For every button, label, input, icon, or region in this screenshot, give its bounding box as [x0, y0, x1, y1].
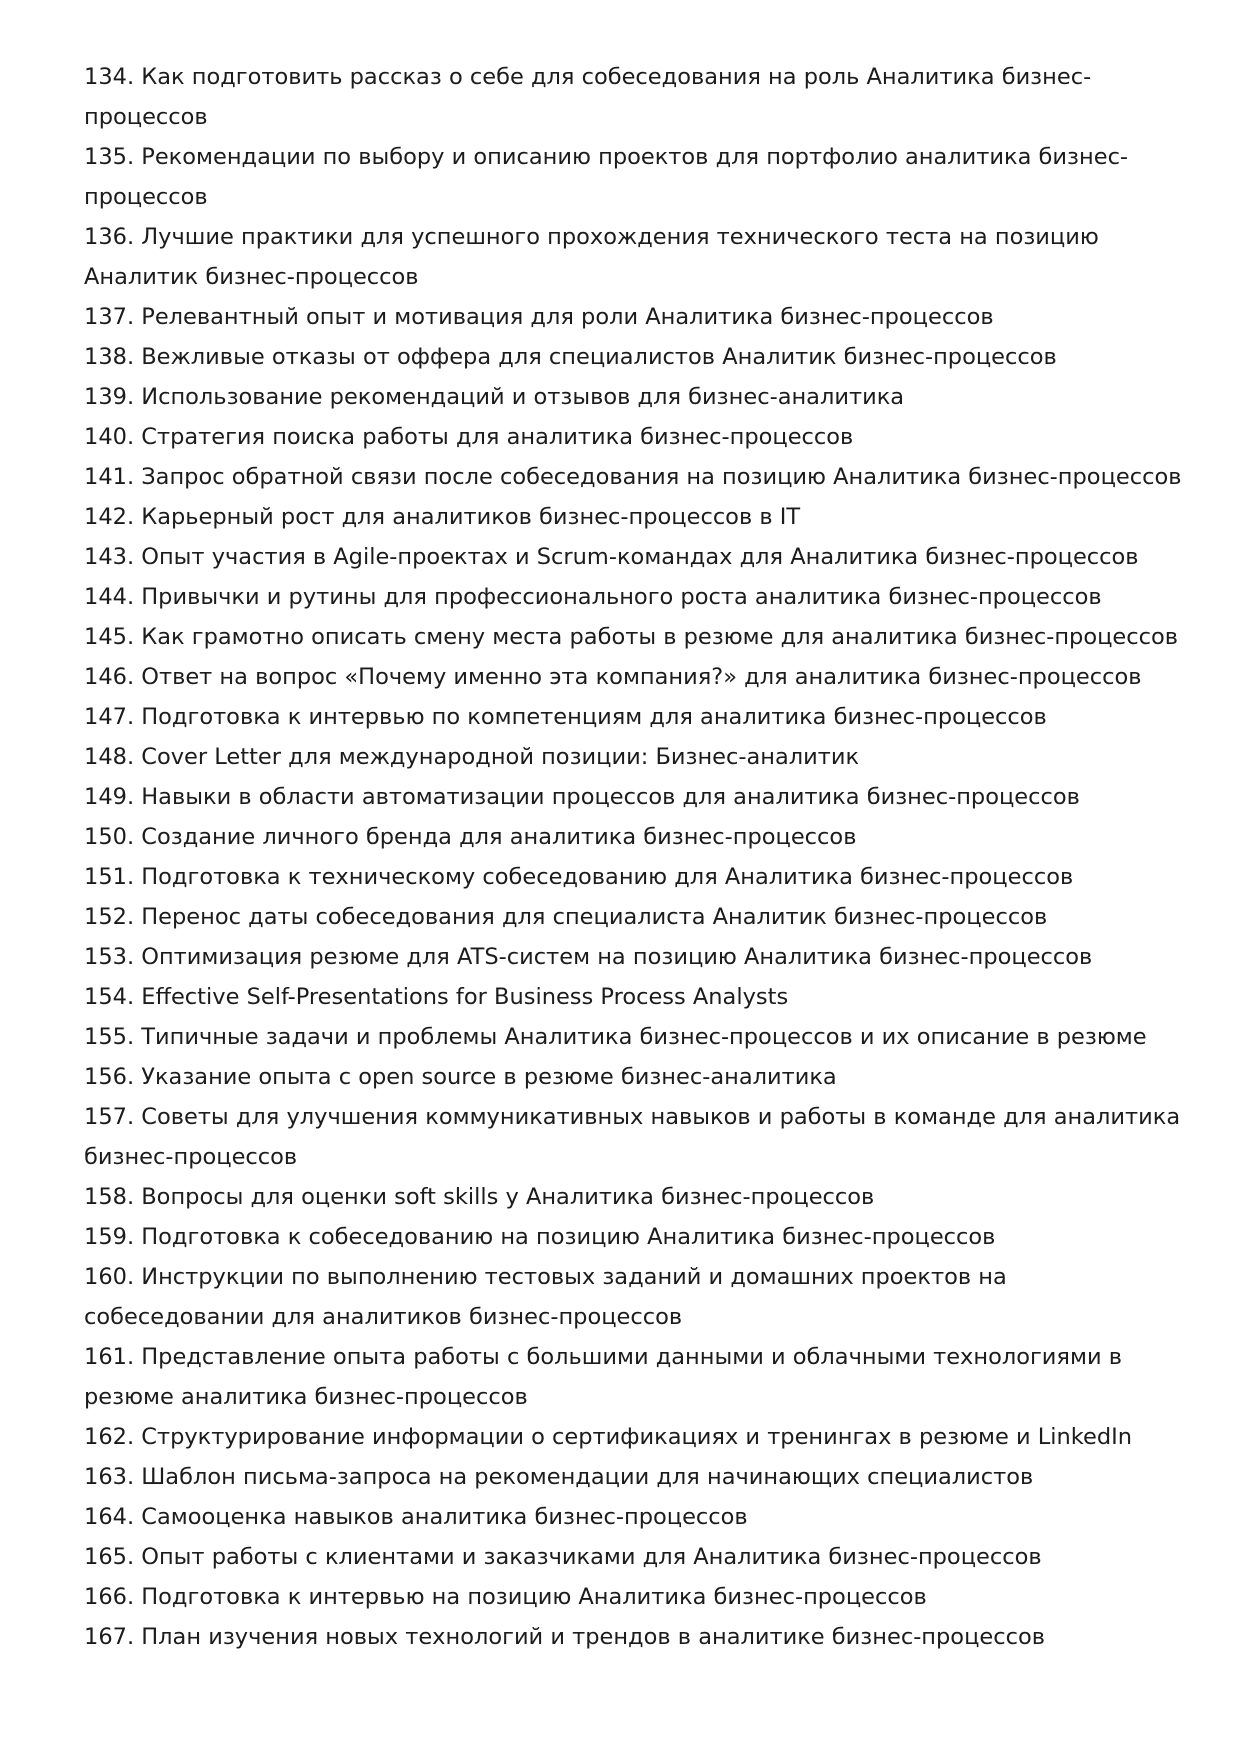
list-item: 153. Оптимизация резюме для ATS-систем на позицию Аналитика бизнес-процессов	[84, 944, 1093, 970]
list-item: 163. Шаблон письма-запроса на рекомендации для начинающих специалистов	[84, 1464, 1034, 1490]
list-item: 146. Ответ на вопрос «Почему именно эта компания?» для аналитика бизнес-процессов	[84, 664, 1142, 690]
list-item: 134. Как подготовить рассказ о себе для собеседования на роль Аналитика бизнес-процессов	[84, 64, 1092, 130]
list-item: 136. Лучшие практики для успешного прохождения технического теста на позицию Аналитик бизнес-процессов	[84, 224, 1099, 290]
list-item: 161. Представление опыта работы с большими данными и облачными технологиями в резюме аналитика бизнес-процессов	[84, 1344, 1122, 1410]
list-item: 157. Советы для улучшения коммуникативных навыков и работы в команде для аналитика бизнес-процессов	[84, 1104, 1181, 1170]
list-item: 156. Указание опыта с open source в резюме бизнес-аналитика	[84, 1064, 837, 1090]
list-item: 143. Опыт участия в Agile-проектах и Scrum-командах для Аналитика бизнес-процессов	[84, 544, 1139, 570]
list-item: 158. Вопросы для оценки soft skills у Аналитика бизнес-процессов	[84, 1184, 875, 1210]
list-item: 137. Релевантный опыт и мотивация для роли Аналитика бизнес-процессов	[84, 304, 994, 330]
list-item: 138. Вежливые отказы от оффера для специалистов Аналитик бизнес-процессов	[84, 344, 1057, 370]
list-item: 145. Как грамотно описать смену места работы в резюме для аналитика бизнес-процессов	[84, 624, 1179, 650]
list-item: 148. Cover Letter для международной позиции: Бизнес-аналитик	[84, 744, 860, 770]
document-page	[84, 57, 1184, 1657]
list-item: 150. Создание личного бренда для аналитика бизнес-процессов	[84, 824, 857, 850]
list-item: 167. План изучения новых технологий и трендов в аналитике бизнес-процессов	[84, 1624, 1045, 1650]
list-item: 140. Стратегия поиска работы для аналитика бизнес-процессов	[84, 424, 854, 450]
list-item: 159. Подготовка к собеседованию на позицию Аналитика бизнес-процессов	[84, 1224, 996, 1250]
list-item: 154. Effective Self-Presentations for Business Process Analysts	[84, 984, 789, 1010]
list-item: 139. Использование рекомендаций и отзывов для бизнес-аналитика	[84, 384, 905, 410]
list-item: 164. Самооценка навыков аналитика бизнес-процессов	[84, 1504, 748, 1530]
list-item: 160. Инструкции по выполнению тестовых заданий и домашних проектов на собеседовании для аналитиков бизнес-процессов	[84, 1264, 1007, 1330]
list-item: 141. Запрос обратной связи после собеседования на позицию Аналитика бизнес-процессов	[84, 464, 1182, 490]
list-item: 142. Карьерный рост для аналитиков бизнес-процессов в IT	[84, 504, 801, 530]
list-item: 149. Навыки в области автоматизации процессов для аналитика бизнес-процессов	[84, 784, 1080, 810]
list-item: 155. Типичные задачи и проблемы Аналитика бизнес-процессов и их описание в резюме	[84, 1024, 1147, 1050]
list-item: 165. Опыт работы с клиентами и заказчиками для Аналитика бизнес-процессов	[84, 1544, 1042, 1570]
list-item: 152. Перенос даты собеседования для специалиста Аналитик бизнес-процессов	[84, 904, 1048, 930]
list-item: 147. Подготовка к интервью по компетенциям для аналитика бизнес-процессов	[84, 704, 1047, 730]
list-item: 166. Подготовка к интервью на позицию Аналитика бизнес-процессов	[84, 1584, 927, 1610]
list-item: 151. Подготовка к техническому собеседованию для Аналитика бизнес-процессов	[84, 864, 1074, 890]
list-item: 144. Привычки и рутины для профессионального роста аналитика бизнес-процессов	[84, 584, 1102, 610]
list-item: 162. Структурирование информации о сертификациях и тренингах в резюме и LinkedIn	[84, 1424, 1133, 1450]
list-item: 135. Рекомендации по выбору и описанию проектов для портфолио аналитика бизнес-процессов	[84, 144, 1129, 210]
